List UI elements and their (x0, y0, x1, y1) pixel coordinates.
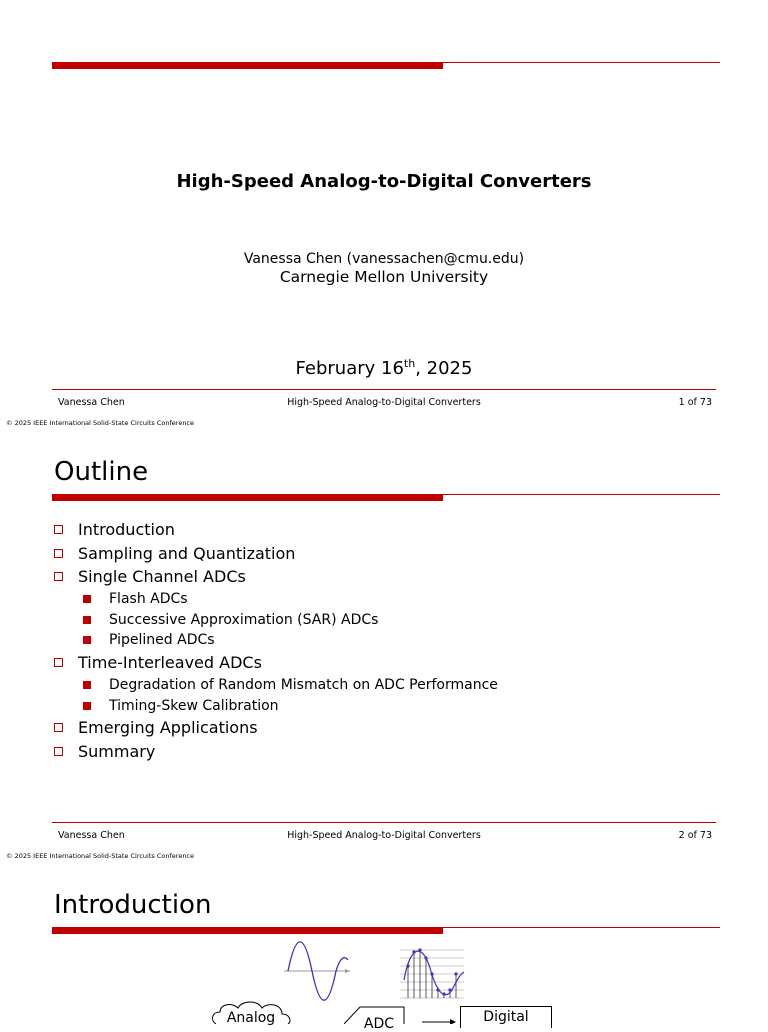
footer-page-number: 1 of 73 (678, 397, 712, 408)
presentation-title: High-Speed Analog-to-Digital Converters (176, 171, 592, 192)
sampled-waveform-icon (400, 944, 466, 1000)
footer-author: Vanessa Chen (58, 397, 125, 408)
outline-item-text: Timing-Skew Calibration (109, 697, 279, 714)
footer-divider (52, 822, 716, 823)
analog-sine-wave-icon (282, 940, 352, 1002)
outline-item (54, 542, 498, 566)
outline-item-text: Time-Interleaved ADCs (78, 653, 262, 673)
outline-subitem (54, 589, 498, 610)
outline-list (54, 518, 498, 763)
outline-item-text: Flash ADCs (109, 590, 188, 607)
outline-item-text: Introduction (78, 520, 175, 540)
hollow-square-bullet-icon (54, 525, 63, 534)
outline-item-text: Summary (78, 741, 156, 761)
outline-item (54, 716, 498, 740)
footer-divider (52, 389, 716, 390)
outline-item (54, 565, 498, 589)
hollow-square-bullet-icon (54, 549, 63, 558)
outline-item-text: Degradation of Random Mismatch on ADC Performance (109, 676, 498, 693)
outline-item (54, 518, 498, 542)
outline-item-text: Emerging Applications (78, 718, 258, 738)
slide-heading: Outline (54, 457, 149, 487)
title-bar-thin (443, 62, 720, 63)
heading-bar-thin (443, 494, 720, 495)
digital-output-box (460, 1006, 552, 1028)
filled-square-bullet-icon (83, 702, 91, 710)
copyright-notice: © 2025 IEEE International Solid-State Circuits Conference (6, 852, 195, 860)
heading-bar-thick (52, 494, 443, 501)
analog-label: Analog (226, 1010, 276, 1026)
footer-title: High-Speed Analog-to-Digital Converters (287, 397, 481, 408)
arrow-right-icon (422, 1016, 458, 1024)
outline-subitem (54, 609, 498, 630)
outline-subitem (54, 630, 498, 651)
heading-bar-thick (52, 927, 443, 934)
presentation-date: February 16th, 2025 (295, 357, 473, 379)
outline-subitem (54, 674, 498, 695)
outline-item-text: Single Channel ADCs (78, 567, 246, 587)
adc-label: ADC (363, 1016, 395, 1032)
filled-square-bullet-icon (83, 616, 91, 624)
hollow-square-bullet-icon (54, 658, 63, 667)
filled-square-bullet-icon (83, 681, 91, 689)
digital-label: Digital (483, 1009, 529, 1025)
outline-subitem (54, 695, 498, 716)
outline-item-text: Pipelined ADCs (109, 632, 215, 649)
hollow-square-bullet-icon (54, 723, 63, 732)
author-line: Vanessa Chen (vanessachen@cmu.edu) (243, 251, 525, 267)
outline-item-text: Sampling and Quantization (78, 543, 296, 563)
footer-page-number: 2 of 73 (678, 830, 712, 841)
hollow-square-bullet-icon (54, 747, 63, 756)
title-bar-thick (52, 62, 443, 69)
outline-item (54, 739, 498, 763)
copyright-notice: © 2025 IEEE International Solid-State Circuits Conference (6, 419, 195, 427)
outline-item (54, 651, 498, 675)
filled-square-bullet-icon (83, 636, 91, 644)
footer-title: High-Speed Analog-to-Digital Converters (287, 830, 481, 841)
affiliation: Carnegie Mellon University (279, 268, 489, 286)
slide-heading: Introduction (54, 890, 212, 920)
heading-bar-thin (443, 927, 720, 928)
outline-item-text: Successive Approximation (SAR) ADCs (109, 611, 379, 628)
footer-author: Vanessa Chen (58, 830, 125, 841)
hollow-square-bullet-icon (54, 572, 63, 581)
filled-square-bullet-icon (83, 595, 91, 603)
